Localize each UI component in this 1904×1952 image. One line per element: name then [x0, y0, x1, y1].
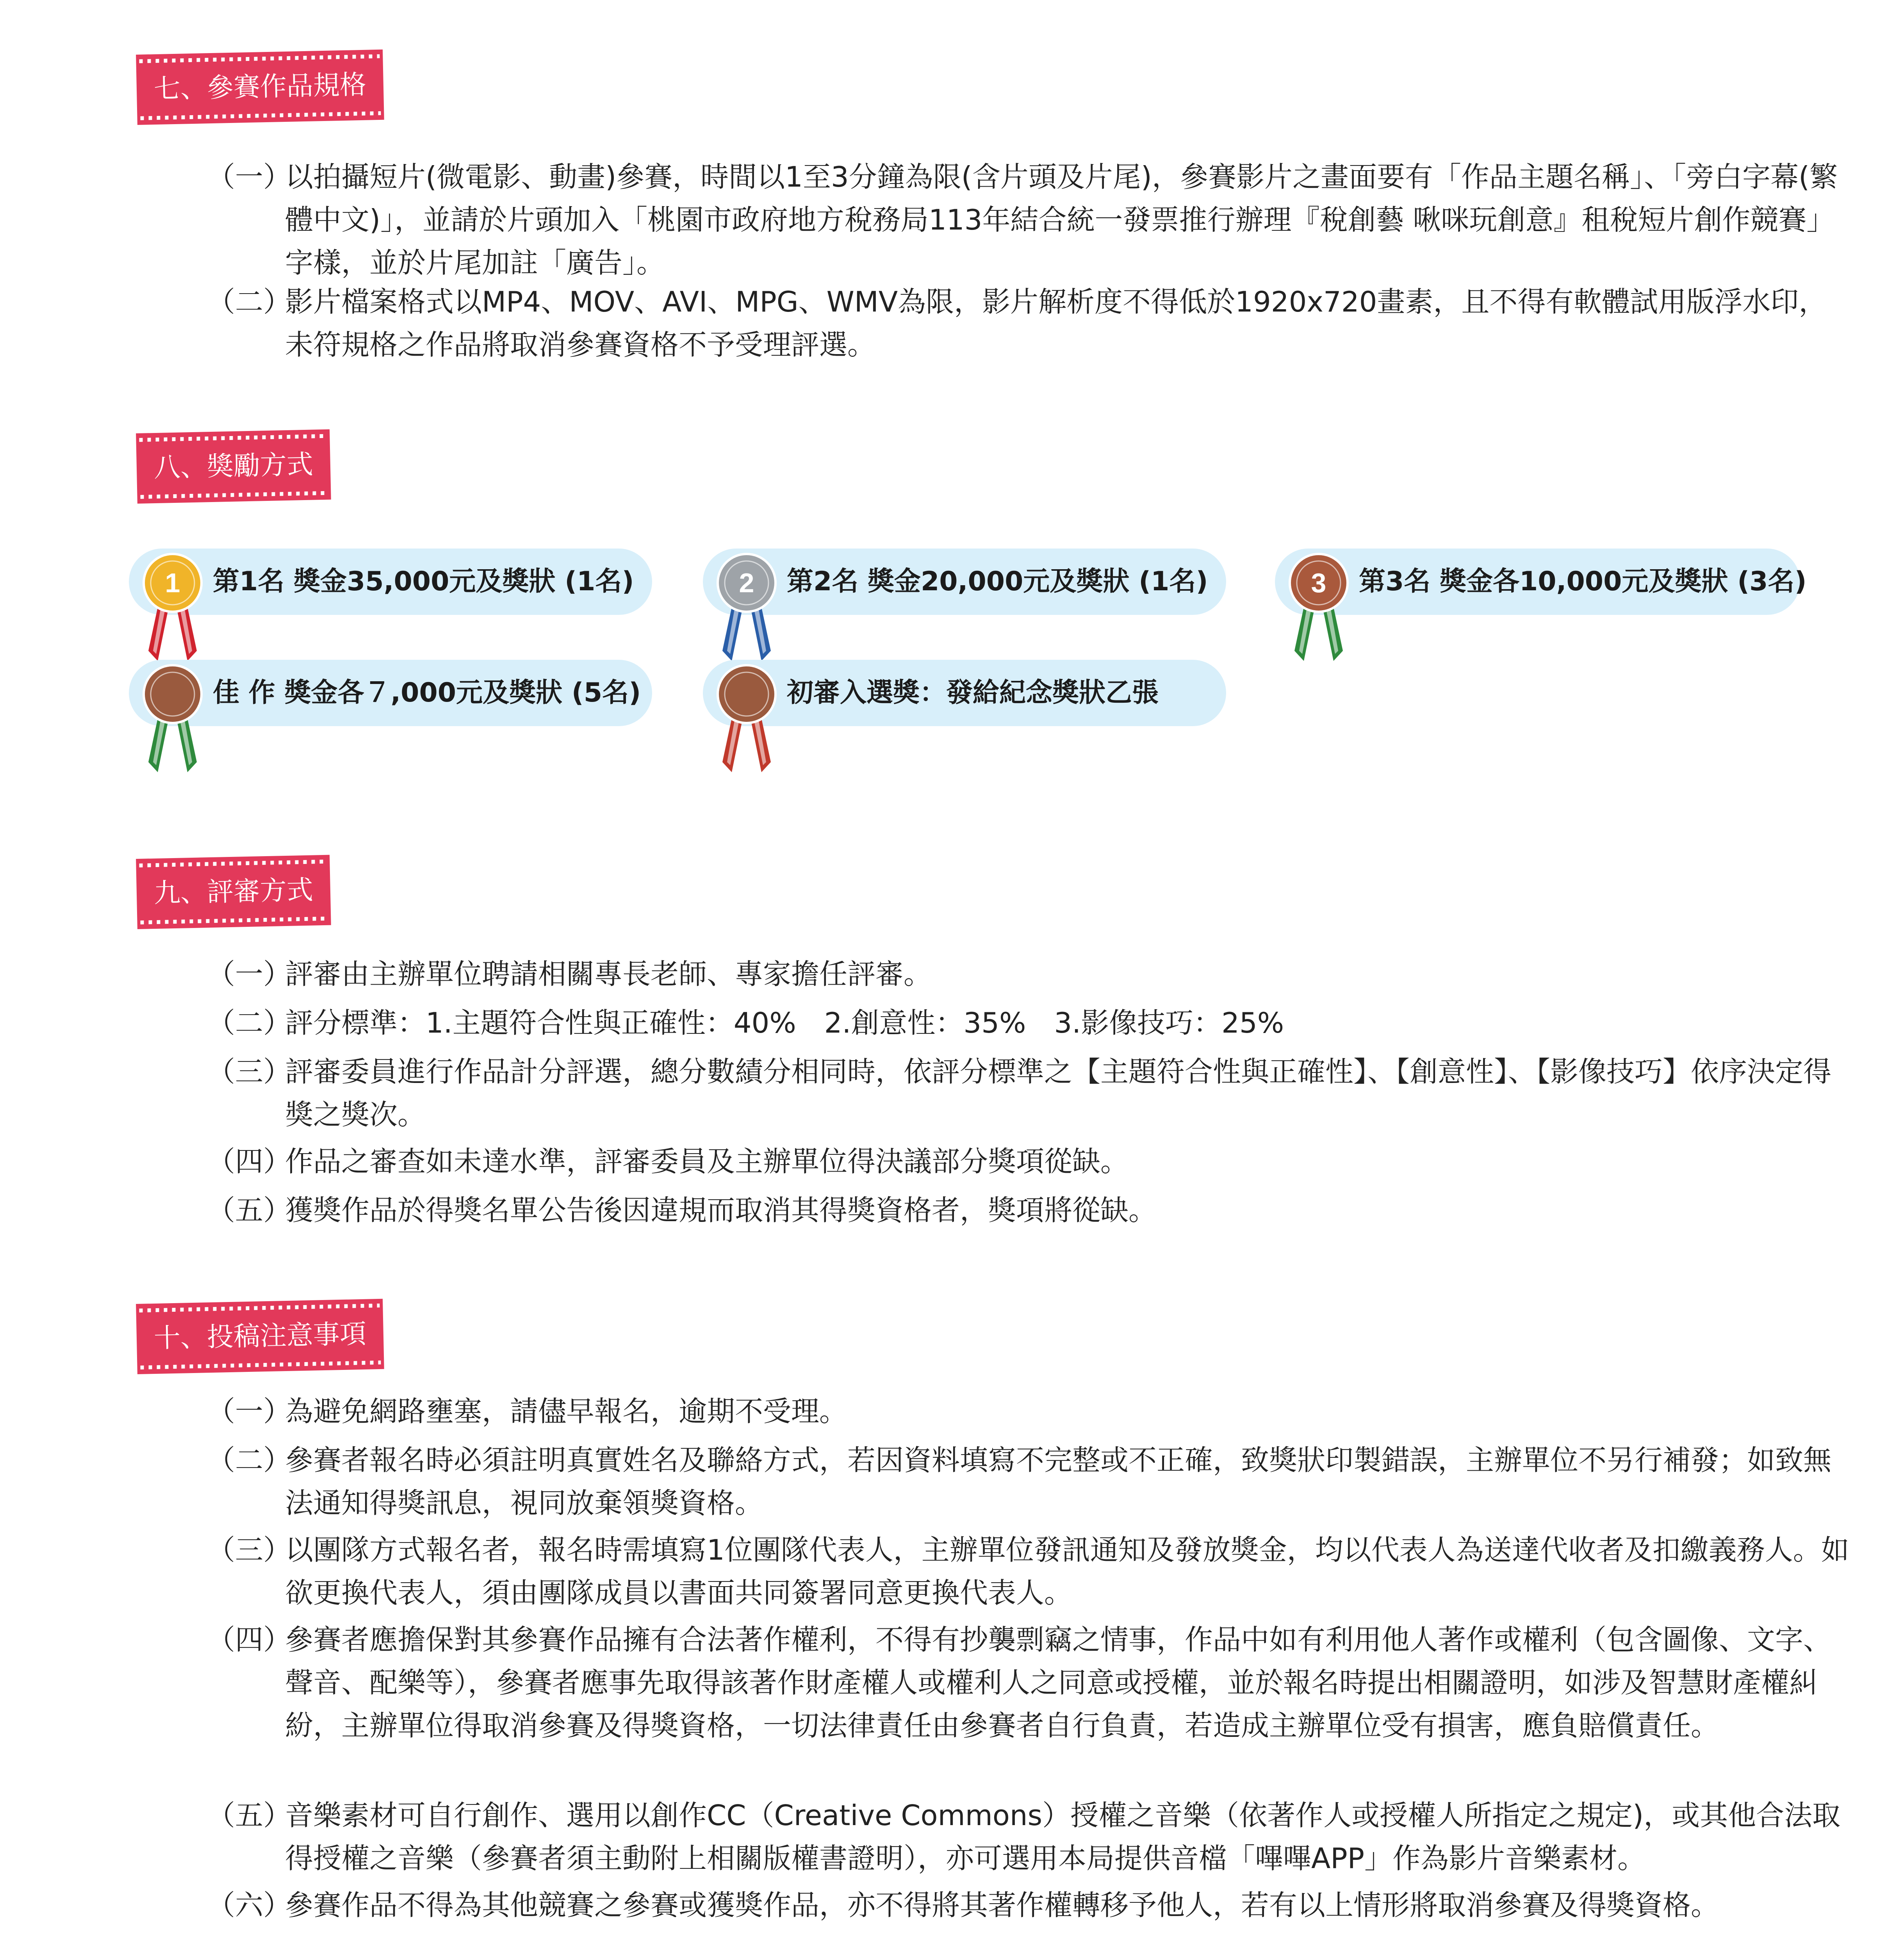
- award-item: [129, 549, 652, 615]
- item-text: 獲獎作品於得獎名單公告後因違規而取消其得獎資格者，獎項將從缺。: [285, 1194, 1157, 1227]
- item-text: 作品之審查如未達水準，評審委員及主辦單位得決議部分獎項從缺。: [285, 1145, 1129, 1178]
- list-item: [207, 953, 1851, 996]
- list-item: [207, 1794, 1851, 1880]
- list-item: [207, 1140, 1851, 1183]
- bronze-medal-icon: [1284, 549, 1354, 662]
- item-number: （六）: [207, 1889, 292, 1922]
- list-item: [207, 1884, 1851, 1927]
- silver-medal-icon: [711, 549, 782, 662]
- list-item: [207, 1439, 1851, 1525]
- item-text: 為避免網路壅塞，請儘早報名，逾期不受理。: [285, 1395, 848, 1428]
- item-number: （一）: [207, 958, 292, 990]
- section-title-awards: 八、獎勵方式: [136, 429, 331, 504]
- award-label: 初審入選獎：發給紀念獎狀乙張: [787, 677, 1159, 708]
- list-item: [207, 1618, 1851, 1747]
- section-title-submission-notes: 十、投稿注意事項: [136, 1299, 384, 1374]
- list-item: [207, 1189, 1851, 1232]
- item-text: 參賽者報名時必須註明真實姓名及聯絡方式，若因資料填寫不完整或不正確，致獎狀印製錯誤，主辦單位不另行補發；如致無法通知得獎訊息，視同放棄領獎資格。: [285, 1444, 1832, 1519]
- item-text: 音樂素材可自行創作、選用以創作CC（Creative Commons）授權之音樂（依著作人或授權人所指定之規定)，或其他合法取得授權之音樂（參賽者須主動附上相關版權書證明），亦可選用本局提供音檔「嗶嗶APP」作為影片音樂素材。: [285, 1799, 1841, 1875]
- item-number: （二）: [207, 1444, 292, 1476]
- list-item: [207, 155, 1851, 284]
- award-item: [1275, 549, 1807, 615]
- award-item: [703, 660, 1226, 726]
- item-number: （二）: [207, 285, 292, 318]
- item-number: （二）: [207, 1006, 292, 1039]
- medal-rank: 3: [1311, 568, 1326, 598]
- item-text: 以團隊方式報名者，報名時需填寫1位團隊代表人，主辦單位發訊通知及發放獎金，均以代表人為送達代收者及扣繳義務人。如欲更換代表人，須由團隊成員以書面共同簽署同意更換代表人。: [285, 1533, 1849, 1609]
- list-item: [207, 1050, 1851, 1136]
- award-item: [129, 660, 652, 726]
- award-item: [703, 549, 1226, 615]
- item-text: 評分標準：1.主題符合性與正確性：40% 2.創意性：35% 3.影像技巧：25%: [285, 1006, 1284, 1039]
- medal-rank: 1: [165, 568, 180, 598]
- list-item: [207, 1001, 1851, 1044]
- item-text: 參賽作品不得為其他競賽之參賽或獲獎作品，亦不得將其著作權轉移予他人，若有以上情形將取消參賽及得獎資格。: [285, 1889, 1719, 1922]
- award-label: 第2名 獎金20,000元及獎狀 (1名): [787, 566, 1208, 597]
- item-text: 評審由主辦單位聘請相關專長老師、專家擔任評審。: [285, 958, 932, 990]
- item-number: （五）: [207, 1194, 292, 1227]
- item-number: （三）: [207, 1055, 292, 1088]
- section-title-specs: 七、參賽作品規格: [136, 50, 384, 125]
- item-text: 以拍攝短片(微電影、動畫)參賽，時間以1至3分鐘為限(含片頭及片尾)，參賽影片之畫面要有「作品主題名稱」、「旁白字幕(繁體中文)」，並請於片頭加入「桃園市政府地方稅務局113年結合統一發票推行辦理『稅創藝 啾咪玩創意』租稅短片創作競賽」字樣，並於片尾加註「廣告」。: [285, 160, 1838, 279]
- finalist-medal-icon: [711, 660, 782, 773]
- medal-rank: 2: [739, 568, 754, 598]
- award-label: 第3名 獎金各10,000元及獎狀 (3名): [1359, 566, 1807, 597]
- award-label: 佳 作 獎金各７,000元及獎狀 (5名): [213, 677, 641, 708]
- list-item: [207, 1390, 1851, 1433]
- section-title-judging: 九、評審方式: [136, 855, 331, 929]
- award-label: 第1名 獎金35,000元及獎狀 (1名): [213, 566, 634, 597]
- list-item: [207, 1528, 1851, 1614]
- item-number: （五）: [207, 1799, 292, 1832]
- item-text: 評審委員進行作品計分評選，總分數績分相同時，依評分標準之【主題符合性與正確性】、【創意性】、【影像技巧】依序決定得獎之獎次。: [285, 1055, 1832, 1131]
- item-number: （四）: [207, 1623, 292, 1656]
- item-text: 參賽者應擔保對其參賽作品擁有合法著作權利，不得有抄襲剽竊之情事，作品中如有利用他人著作或權利（包含圖像、文字、聲音、配樂等），參賽者應事先取得該著作財產權人或權利人之同意或授權，並於報名時提出相關證明，如涉及智慧財產權糾紛，主辦單位得取消參賽及得獎資格，一切法律責任由參賽者自行負責，若造成主辦單位受有損害，應負賠償責任。: [285, 1623, 1832, 1742]
- gold-medal-icon: [137, 549, 208, 662]
- honorable-mention-medal-icon: [137, 660, 208, 773]
- item-number: （三）: [207, 1533, 292, 1566]
- item-text: 影片檔案格式以MP4、MOV、AVI、MPG、WMV為限，影片解析度不得低於1920x720畫素，且不得有軟體試用版浮水印，未符規格之作品將取消參賽資格不予受理評選。: [285, 285, 1827, 361]
- list-item: [207, 280, 1851, 366]
- item-number: （四）: [207, 1145, 292, 1178]
- item-number: （一）: [207, 160, 292, 193]
- item-number: （一）: [207, 1395, 292, 1428]
